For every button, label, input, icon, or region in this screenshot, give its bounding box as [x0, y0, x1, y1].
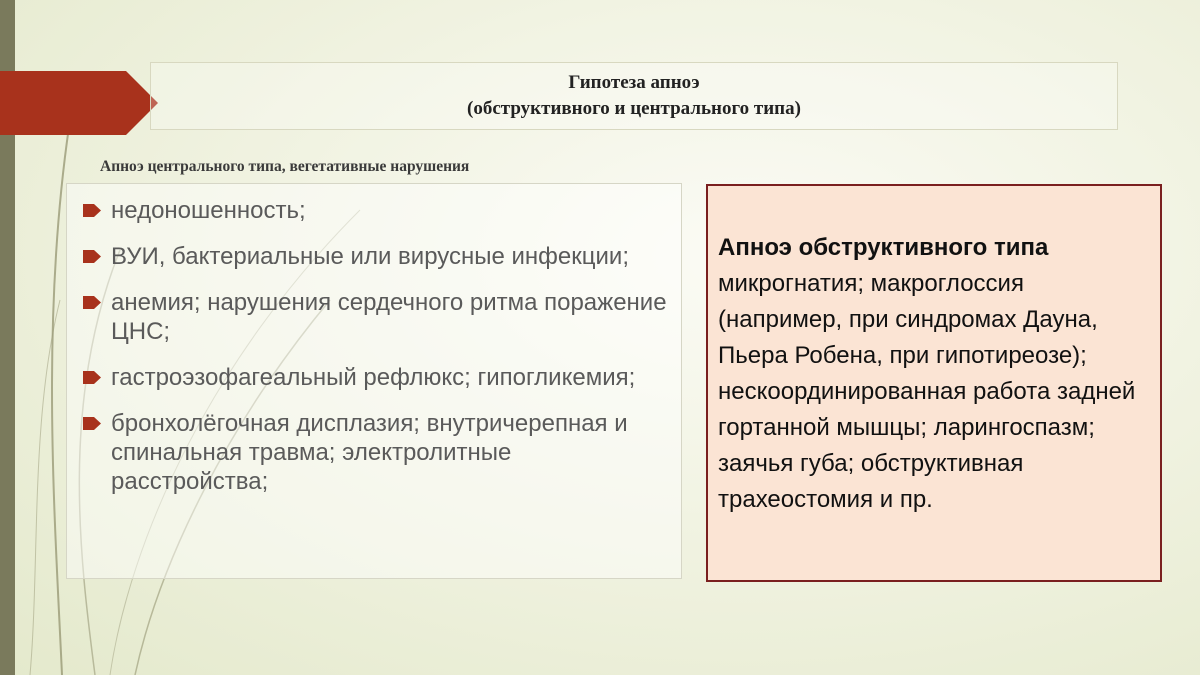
central-apnea-list-box	[66, 183, 682, 579]
arrow-bullet-icon	[83, 250, 101, 263]
list-item	[67, 242, 681, 271]
list-item	[67, 409, 681, 496]
obstructive-apnea-title: Апноэ обструктивного типа	[718, 234, 1049, 261]
arrow-bullet-icon	[83, 204, 101, 217]
list-item-text: бронхолёгочная дисплазия; внутричерепная и спинальная травма; электролитные расстройства;	[111, 410, 628, 495]
title-line-1: Гипотеза апноэ	[568, 72, 700, 93]
central-apnea-list	[67, 196, 681, 513]
list-item	[67, 196, 681, 225]
list-item-text: ВУИ, бактериальные или вирусные инфекции;	[111, 243, 630, 270]
list-item	[67, 363, 681, 392]
central-apnea-heading: Апноэ центрального типа, вегетативные нарушения	[100, 158, 470, 175]
arrow-bullet-icon	[83, 296, 101, 309]
list-item-text: недоношенность;	[111, 197, 306, 224]
list-item	[67, 288, 681, 346]
arrow-bullet-icon	[83, 371, 101, 384]
list-item-text: гастроэзофагеальный рефлюкс; гипогликемия;	[111, 364, 636, 391]
title-line-2: (обструктивного и центрального типа)	[467, 98, 801, 119]
list-item-text: анемия; нарушения сердечного ритма поражение ЦНС;	[111, 289, 667, 345]
title-arrow-icon	[0, 71, 158, 135]
slide-title	[150, 62, 1118, 130]
arrow-bullet-icon	[83, 417, 101, 430]
obstructive-apnea-box	[706, 184, 1162, 582]
obstructive-apnea-text: микрогнатия; макроглоссия (например, при синдромах Дауна, Пьера Робена, при гипотиреозе); нескоординированная работа задней гортанной мышцы; ларингоспазм; заячья губа; обструктивная трахеостомия и пр.	[718, 270, 1136, 513]
